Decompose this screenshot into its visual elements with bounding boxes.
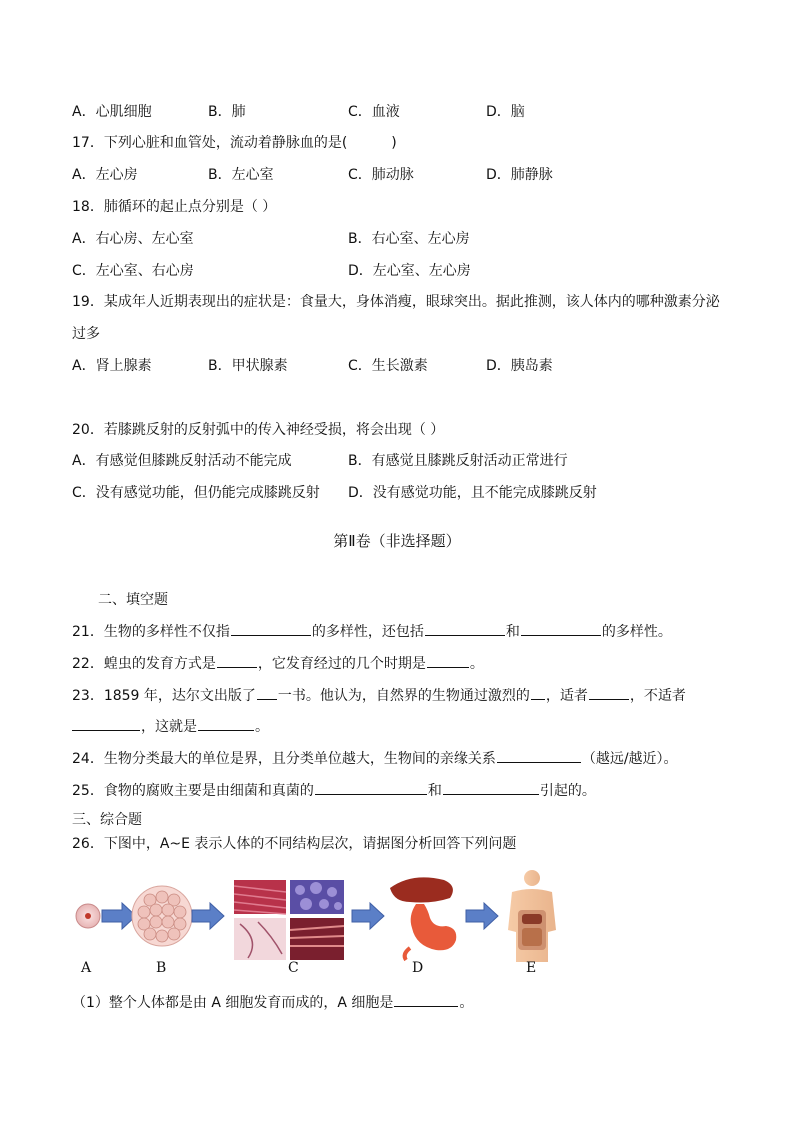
q25-text-b: 和 [427, 783, 442, 799]
q21-blank-2 [425, 621, 505, 636]
arrow-icon [102, 903, 136, 929]
q23-blank-4 [72, 716, 140, 731]
q17-stem-close: ) [391, 135, 397, 151]
section-comprehensive-heading: 三、综合题 [72, 812, 142, 828]
q26-sub1-text-a: （1）整个人体都是由 A 细胞发育而成的，A 细胞是 [72, 995, 394, 1011]
q19-option-b: B．甲状腺素 [208, 358, 288, 374]
q23-text-c: ，适者 [545, 688, 588, 704]
q20-stem: 20．若膝跳反射的反射弧中的传入神经受损，将会出现（ ） [72, 422, 445, 438]
q23-text-a: 23．1859 年，达尔文出版了 [72, 688, 256, 704]
q18-option-c: C．左心室、右心房 [72, 263, 194, 279]
q18-option-b: B．右心室、左心房 [348, 231, 470, 247]
q17-option-d: D．肺静脉 [486, 167, 553, 183]
human-body-e-image [508, 870, 556, 962]
q22-blank-2 [427, 653, 469, 668]
q18-option-d: D．左心室、左心房 [348, 263, 471, 279]
q20-option-c: C．没有感觉功能，但仍能完成膝跳反射 [72, 485, 320, 501]
q25-text-c: 引起的。 [539, 783, 596, 799]
q23-line2 [72, 716, 269, 737]
q23-line1 [72, 685, 686, 706]
q16-option-c: C．血液 [348, 104, 400, 120]
q24-blank-1 [497, 748, 581, 763]
q22-text-a: 22．蝗虫的发育方式是 [72, 656, 216, 672]
q20-option-a: A．有感觉但膝跳反射活动不能完成 [72, 453, 292, 469]
q26-stem: 26．下图中，A~E 表示人体的不同结构层次，请据图分析回答下列问题 [72, 836, 517, 852]
q16-option-d: D．脑 [486, 104, 525, 120]
q17-option-a: A．左心房 [72, 167, 138, 183]
q19-option-a: A．肾上腺素 [72, 358, 152, 374]
q22-text-c: 。 [469, 656, 484, 672]
q17-option-b: B．左心室 [208, 167, 274, 183]
tissue-c-image [234, 880, 344, 960]
q20-option-d: D．没有感觉功能，且不能完成膝跳反射 [348, 485, 597, 501]
q21-text-d: 的多样性。 [601, 624, 672, 640]
q24 [72, 748, 678, 769]
q17-option-c: C．肺动脉 [348, 167, 414, 183]
q21-text-b: 的多样性，还包括 [311, 624, 424, 640]
q18-option-a: A．右心房、左心室 [72, 231, 194, 247]
q23-text-d: ，不适者 [629, 688, 686, 704]
q20-option-b: B．有感觉且膝跳反射活动正常进行 [348, 453, 568, 469]
cell-cluster-b-image [132, 886, 192, 946]
cell-a-image [76, 904, 100, 928]
q22-text-b: ，它发育经过的几个时期是 [257, 656, 426, 672]
q26-sub1-text-b: 。 [459, 995, 474, 1011]
figure-label-a: A [81, 960, 92, 976]
q22 [72, 653, 484, 674]
figure-label-e: E [526, 960, 537, 976]
q19-stem-line1: 19．某成年人近期表现出的症状是：食量大，身体消瘦，眼球突出。据此推测，该人体内的哪种激素分泌 [72, 294, 720, 310]
q17-stem-text: 17．下列心脏和血管处，流动着静脉血的是( [72, 135, 348, 151]
q16-option-b: B．肺 [208, 104, 246, 120]
q21-blank-3 [521, 621, 601, 636]
q23-blank-2 [531, 685, 545, 700]
arrow-icon [466, 903, 498, 929]
organ-d-image [390, 877, 456, 960]
q24-text-b: （越远/越近）。 [581, 751, 678, 767]
arrow-icon [352, 903, 384, 929]
q23-text-e: ，这就是 [141, 719, 197, 735]
figure-label-d: D [412, 960, 424, 976]
figure-label-b: B [156, 960, 167, 976]
q22-blank-1 [217, 653, 257, 668]
section2-title: 第Ⅱ卷（非选择题） [333, 532, 461, 550]
q26-sub1-blank [394, 992, 458, 1007]
q25-blank-1 [315, 780, 427, 795]
q23-blank-1 [257, 685, 277, 700]
q19-option-c: C．生长激素 [348, 358, 428, 374]
q21 [72, 621, 672, 642]
section-fill-heading: 二、填空题 [98, 592, 168, 608]
q21-blank-1 [231, 621, 311, 636]
arrow-icon [192, 903, 224, 929]
q21-text-c: 和 [505, 624, 520, 640]
q16-option-a: A．心肌细胞 [72, 104, 152, 120]
q19-option-d: D．胰岛素 [486, 358, 553, 374]
q24-text-a: 24．生物分类最大的单位是界，且分类单位越大，生物间的亲缘关系 [72, 751, 496, 767]
q23-text-f: 。 [255, 719, 269, 735]
q17-stem [72, 133, 397, 153]
structure-levels-figure [72, 870, 592, 990]
figure-label-c: C [288, 960, 299, 976]
q25-blank-2 [443, 780, 539, 795]
q26-sub1 [72, 992, 473, 1013]
q23-blank-3 [589, 685, 629, 700]
q21-text-a: 21．生物的多样性不仅指 [72, 624, 230, 640]
q25 [72, 780, 596, 801]
q19-stem-line2: 过多 [72, 326, 100, 342]
q25-text-a: 25．食物的腐败主要是由细菌和真菌的 [72, 783, 314, 799]
q18-stem: 18．肺循环的起止点分别是（ ） [72, 199, 277, 215]
q23-blank-5 [198, 716, 254, 731]
q23-text-b: 一书。他认为，自然界的生物通过激烈的 [277, 688, 530, 704]
